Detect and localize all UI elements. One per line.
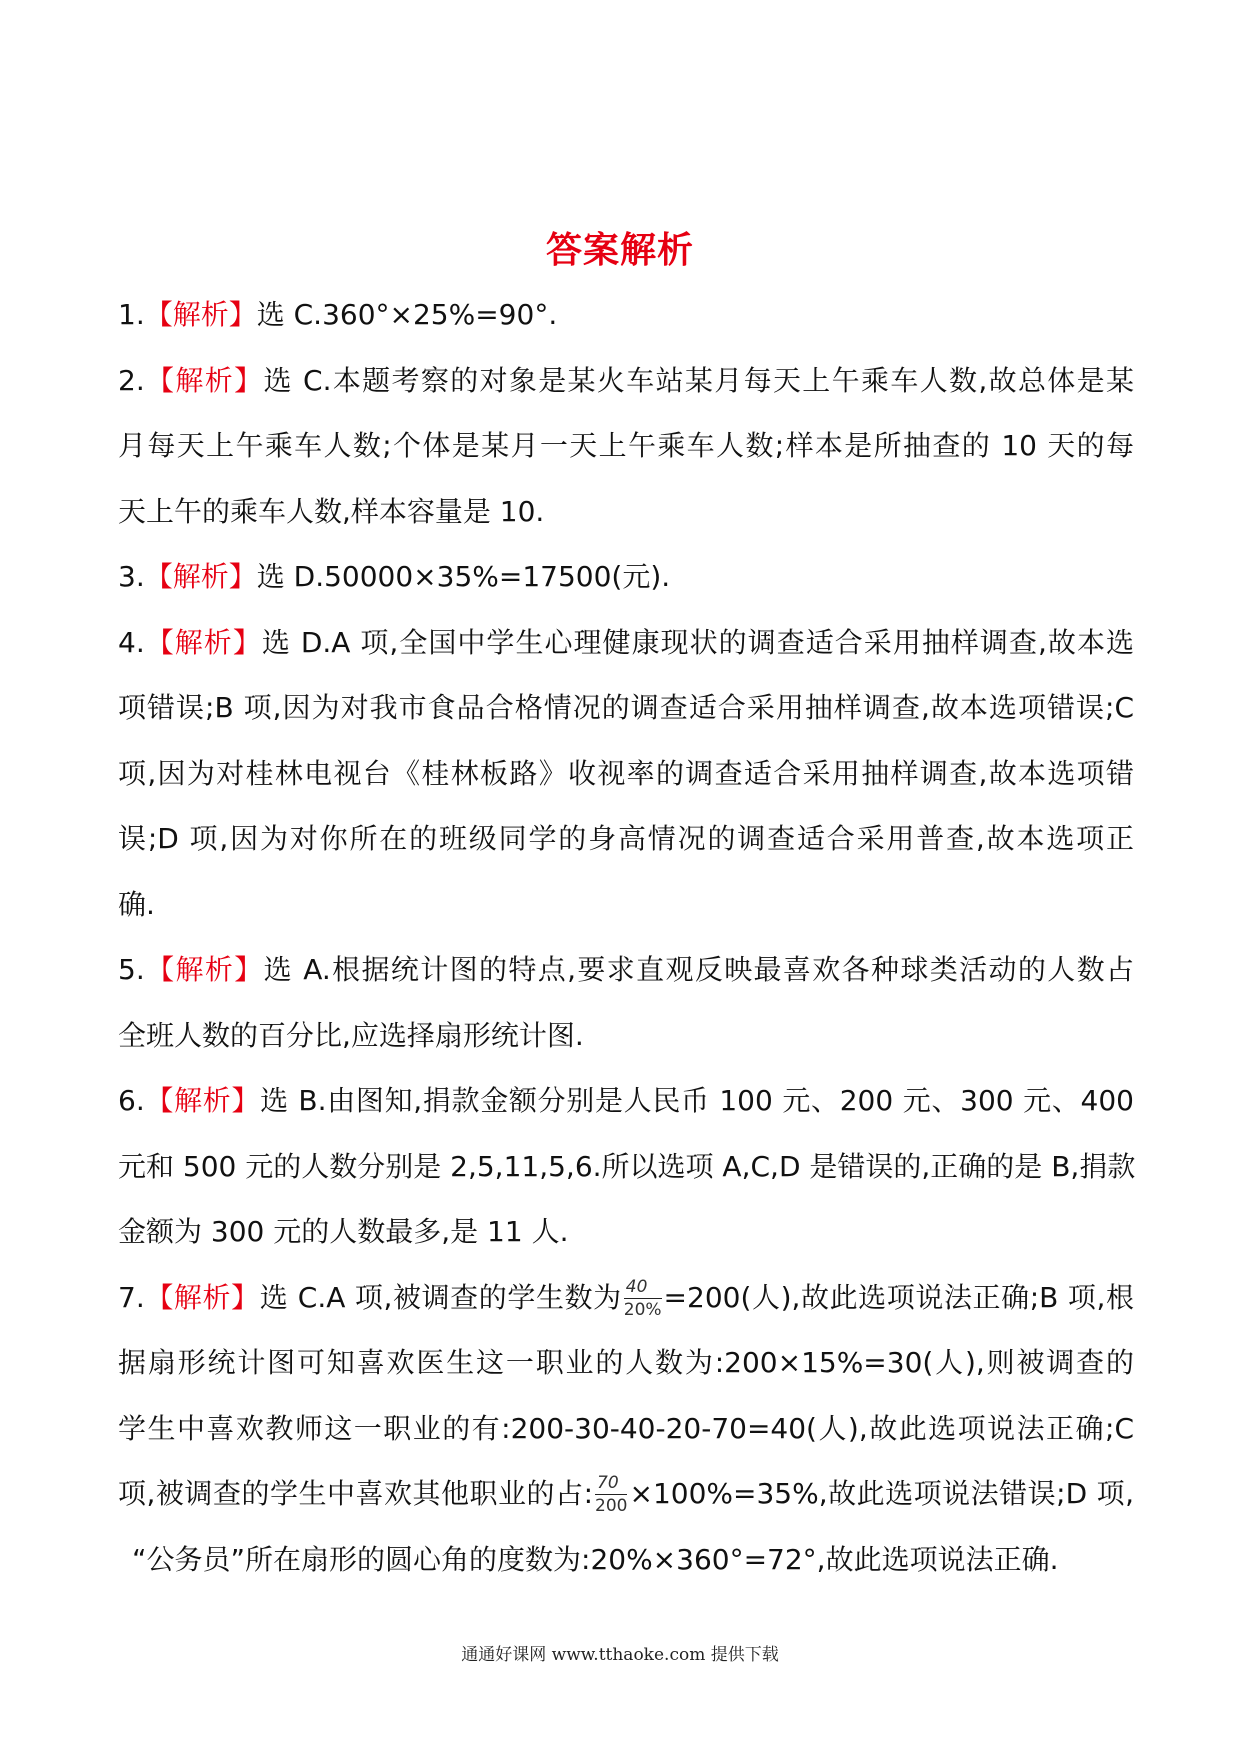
text-line [118, 741, 1134, 807]
analysis-tag: 【解析】 [144, 1084, 261, 1117]
line-text: 全班人数的百分比,应选择扇形统计图. [118, 1018, 584, 1052]
text-line [118, 937, 1134, 1003]
text-line [118, 413, 1134, 479]
fraction-numerator: 40 [624, 1279, 662, 1299]
line-text: “公务员”所在扇形的圆心角的度数为:20%×360°=72°,故此选项说法正确. [132, 1542, 1059, 1576]
text-line [118, 1461, 1134, 1527]
line-text: 选 B.由图知,捐款金额分别是人民币 100 元、200 元、300 元、400 [260, 1084, 1134, 1117]
line-text: 选 D.50000×35%=17500(元). [256, 560, 671, 593]
fraction [623, 1276, 662, 1320]
line-text: 误;D 项,因为对你所在的班级同学的身高情况的调查适合采用普查,故本选项正 [118, 822, 1134, 855]
text-line [118, 544, 1134, 610]
text-line [118, 1134, 1134, 1200]
fraction [595, 1475, 627, 1515]
text-line [118, 1199, 1134, 1265]
line-text: =200(人),故此选项说法正确;B 项,根 [663, 1280, 1134, 1314]
answer-item [118, 937, 1134, 1068]
answer-item [118, 1068, 1134, 1265]
text-line [118, 1265, 1134, 1331]
line-text: ×100%=35%,故此选项说法错误;D 项, [629, 1477, 1135, 1510]
text-line [118, 1003, 1134, 1069]
item-number: 7. [118, 1280, 145, 1314]
line-text: 选 C.360°×25%=90°. [256, 298, 558, 331]
line-text: 确. [118, 887, 155, 921]
item-number: 5. [118, 953, 145, 986]
line-text: 项,因为对桂林电视台《桂林板路》收视率的调查适合采用抽样调查,故本选项错 [118, 756, 1134, 790]
text-line [118, 806, 1134, 872]
line-text: 金额为 300 元的人数最多,是 11 人. [118, 1215, 569, 1248]
analysis-tag: 【解析】 [144, 560, 257, 593]
text-line [118, 479, 1134, 545]
line-text: 天上午的乘车人数,样本容量是 10. [118, 494, 545, 528]
fraction-denominator: 200 [595, 1496, 628, 1516]
item-number: 1. [118, 298, 145, 331]
answer-item [118, 1265, 1134, 1593]
text-line [118, 1396, 1134, 1462]
line-text: 学生中喜欢教师这一职业的有:200-30-40-20-70=40(人),故此选项说法正确;C [118, 1411, 1134, 1445]
footer-watermark: 通通好课网 www.tthaoke.com 提供下载 [461, 1645, 779, 1665]
analysis-tag: 【解析】 [144, 953, 264, 986]
line-text: 选 C.A 项,被调查的学生数为 [259, 1280, 622, 1314]
text-line [118, 282, 1134, 348]
item-number: 2. [118, 363, 145, 397]
line-text: 元和 500 元的人数分别是 2,5,11,5,6.所以选项 A,C,D 是错误的,正确的是 B,捐款 [118, 1149, 1136, 1183]
answer-item [118, 610, 1134, 938]
line-text: 项,被调查的学生中喜欢其他职业的占: [118, 1477, 594, 1510]
page-title: 答案解析 [545, 230, 694, 271]
analysis-tag: 【解析】 [144, 298, 257, 331]
text-line [118, 1330, 1134, 1396]
text-line [118, 1527, 1134, 1593]
answer-item [118, 282, 1134, 348]
line-text: 选 D.A 项,全国中学生心理健康现状的调查适合采用抽样调查,故本选 [261, 625, 1134, 659]
analysis-tag: 【解析】 [144, 1280, 260, 1314]
answer-item [118, 348, 1134, 545]
item-number: 4. [118, 625, 145, 659]
answer-body [118, 282, 1134, 1592]
item-number: 6. [118, 1084, 145, 1117]
item-number: 3. [118, 560, 145, 593]
fraction-numerator: 70 [595, 1475, 627, 1495]
text-line [118, 610, 1134, 676]
line-text: 选 A.根据统计图的特点,要求直观反映最喜欢各种球类活动的人数占 [263, 953, 1134, 986]
text-line [118, 348, 1134, 414]
text-line [118, 675, 1134, 741]
analysis-tag: 【解析】 [144, 625, 262, 659]
text-line [118, 1068, 1134, 1134]
answer-item [118, 544, 1134, 610]
line-text: 选 C.本题考察的对象是某火车站某月每天上午乘车人数,故总体是某 [263, 363, 1134, 397]
line-text: 月每天上午乘车人数;个体是某月一天上午乘车人数;样本是所抽查的 10 天的每 [118, 429, 1134, 462]
fraction-denominator: 20% [623, 1299, 662, 1320]
analysis-tag: 【解析】 [144, 363, 264, 397]
line-text: 据扇形统计图可知喜欢医生这一职业的人数为:200×15%=30(人),则被调查的 [118, 1346, 1134, 1379]
text-line [118, 872, 1134, 938]
line-text: 项错误;B 项,因为对我市食品合格情况的调查适合采用抽样调查,故本选项错误;C [118, 691, 1134, 724]
